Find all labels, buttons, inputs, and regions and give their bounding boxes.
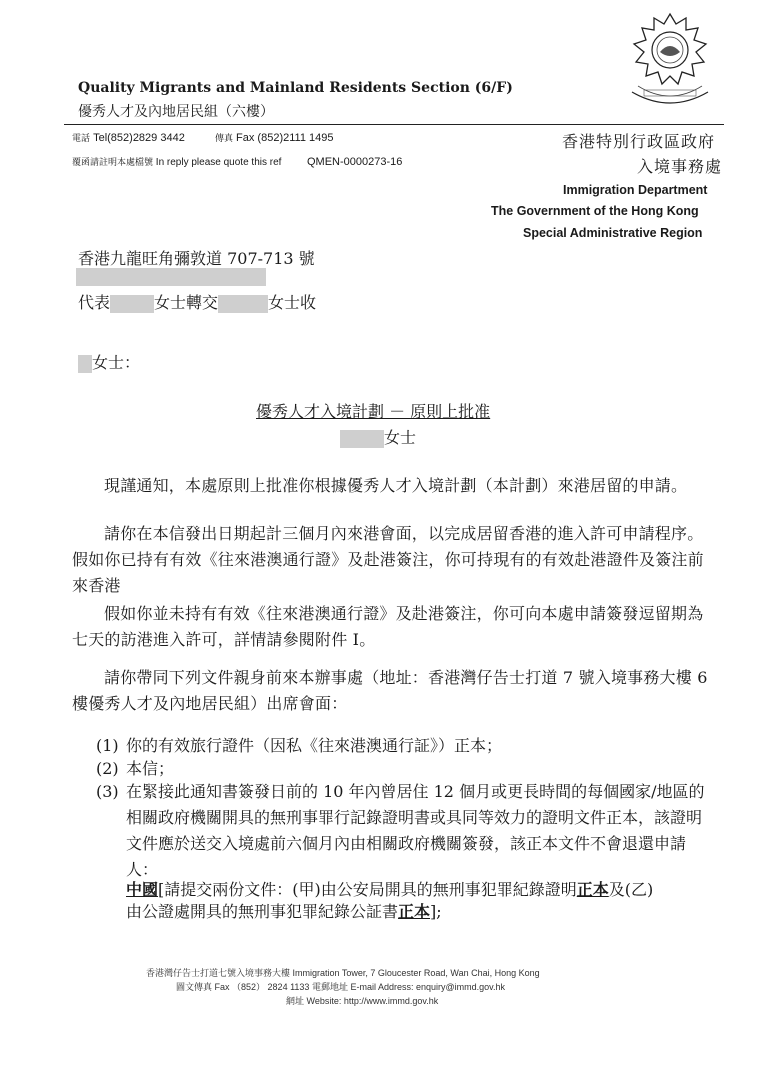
redacted-name	[340, 430, 384, 448]
reference-number: QMEN-0000273-16	[307, 156, 403, 168]
list-item-number: (2)	[96, 759, 119, 778]
list-item-text: 你的有效旅行證件（因私《往來港澳通行証》）正本；	[126, 736, 503, 755]
footer-contact	[176, 980, 505, 993]
original-label: 正本	[576, 880, 609, 899]
contact-line	[72, 131, 333, 144]
paragraph-1: 現謹通知，本處原則上批准你根據優秀人才入境計劃（本計劃）來港居留的申請。	[104, 476, 688, 495]
redacted-name	[78, 355, 92, 373]
footer-fax-label: 圖文傳真 Fax	[176, 982, 230, 992]
subject-title: 優秀人才入境計劃 － 原則上批准	[256, 402, 491, 421]
tel-number: Tel(852)2829 3442	[93, 132, 185, 144]
footer-web	[286, 994, 438, 1007]
on-behalf-label: 代表	[78, 293, 111, 312]
section-title-zh: 優秀人才及內地居民組（六樓）	[78, 104, 274, 120]
department-title-zh: 入境事務處	[637, 157, 723, 176]
subject-name	[340, 425, 416, 448]
paragraph-4: 請你帶同下列文件親身前來本辦事處（地址：香港灣仔告士打道 7 號入境事務大樓 6 樓優秀人才及內地居民組）出席會面：	[72, 668, 708, 713]
redacted-address-line	[76, 268, 266, 286]
department-title-en: Immigration Department	[563, 183, 708, 197]
fax-number: Fax (852)2111 1495	[236, 132, 334, 144]
list-item-text: 本信；	[126, 759, 175, 778]
footer-address-zh: 香港灣仔告士打道七號入境事務大樓	[146, 968, 291, 978]
list-item-number: (3)	[96, 782, 119, 801]
note-text: ];	[430, 902, 442, 921]
government-title-zh: 香港特別行政區政府	[562, 132, 716, 151]
footer-web-label: 網址	[286, 996, 305, 1006]
note-text: [請提交兩份文件：(甲)由公安局開具的無刑事犯罪紀錄證明	[158, 880, 577, 899]
tel-label: 電話	[72, 133, 91, 143]
salutation	[78, 350, 140, 373]
paragraph-2: 請你在本信發出日期起計三個月內來港會面，以完成居留香港的進入許可申請程序。假如你已持有有效《往來港澳通行證》及赴港簽注，你可持現有的有效赴港證件及簽注前來香港	[72, 524, 704, 595]
note-text: 由公證處開具的無刑事犯罪紀錄公証書	[126, 902, 399, 921]
ref-label-en: In reply please quote this ref	[155, 157, 282, 168]
china-requirement-note	[126, 879, 716, 923]
redacted-name	[218, 295, 268, 313]
ref-label-zh: 覆函請註明本處檔號	[72, 157, 154, 167]
hk-immigration-emblem-icon	[624, 10, 716, 116]
country-label: 中國	[126, 880, 159, 899]
footer-email: E-mail Address: enquiry@immd.gov.hk	[350, 982, 506, 992]
footer-address-en: Immigration Tower, 7 Gloucester Road, Wan Chai, Hong Kong	[292, 968, 540, 978]
header-divider	[64, 124, 724, 125]
salutation-text: 女士：	[92, 353, 141, 372]
government-title-en-1: The Government of the Hong Kong	[491, 204, 699, 218]
address-line-3	[78, 290, 316, 313]
footer-address	[146, 966, 540, 979]
redacted-name	[110, 295, 154, 313]
note-text: 及(乙)	[608, 880, 654, 899]
list-item-text: 在緊接此通知書簽發日前的 10 年內曾居住 12 個月或更長時間的每個國家/地區的相關政府機關開具的無刑事罪行記錄證明書或具同等效力的證明文件正本，該證明文件應於送交入境處前六個月內由相關政府機關簽發，該正本文件不會退還申請人：	[126, 782, 705, 879]
footer-website: Website: http://www.immd.gov.hk	[306, 996, 439, 1006]
address-line-1: 香港九龍旺角彌敦道 707-713 號	[78, 249, 315, 268]
original-label: 正本	[398, 902, 431, 921]
subject-name-suffix: 女士	[384, 428, 417, 447]
receive-label: 女士收	[268, 293, 317, 312]
footer-email-label: 電郵地址	[311, 982, 348, 992]
reference-line	[72, 155, 402, 168]
paragraph-3: 假如你並未持有有效《往來港澳通行證》及赴港簽注，你可向本處申請簽發逗留期為七天的訪港進入許可，詳情請參閱附件 I。	[72, 604, 704, 649]
list-item-number: (1)	[96, 736, 119, 755]
government-title-en-2: Special Administrative Region	[523, 226, 703, 240]
forward-label: 女士轉交	[154, 293, 219, 312]
fax-label: 傳真	[214, 133, 233, 143]
section-title-en: Quality Migrants and Mainland Residents Section (6/F)	[78, 80, 513, 96]
footer-fax-number: （852） 2824 1133	[232, 982, 310, 992]
